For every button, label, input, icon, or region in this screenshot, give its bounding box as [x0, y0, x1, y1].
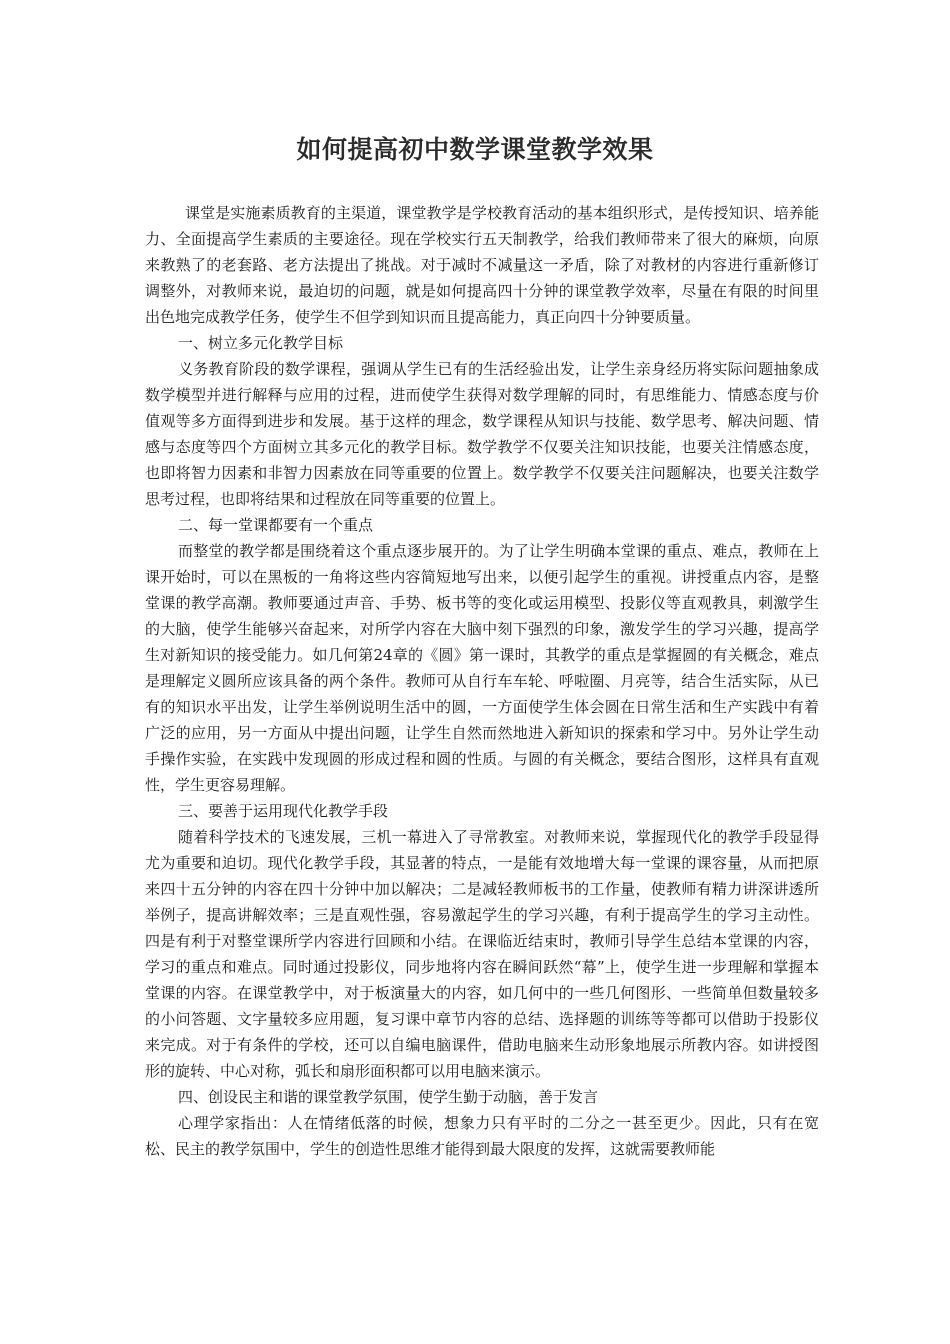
document-title: 如何提高初中数学课堂教学效果	[296, 135, 654, 164]
section-3-paragraph: 随着科学技术的飞速发展，三机一幕进入了寻常教室。对教师来说，掌握现代化的教学手段显得尤为重要和迫切。现代化教学手段，其显著的特点，一是能有效地增大每一堂课的课容量，从而把原来四十五分钟的内容在四十分钟中加以解决；二是减轻教师板书的工作量，使教师有精力讲深讲透所举例子，提高讲解效率；三是直观性强，容易激起学生的学习兴趣，有利于提高学生的学习主动性。四是有利于对整堂课所学内容进行回顾和小结。在课临近结束时，教师引导学生总结本堂课的内容，学习的重点和难点。同时通过投影仪，同步地将内容在瞬间跃然“幕”上，使学生进一步理解和掌握本堂课的内容。在课堂教学中，对于板演量大的内容，如几何中的一些几何图形、一些简单但数量较多的小问答题、文字量较多应用题，复习课中章节内容的总结、选择题的训练等等都可以借助于投影仪来完成。对于有条件的学校，还可以自编电脑课件，借助电脑来生动形象地展示所教内容。如讲授图形的旋转、中心对称，弧长和扇形面积都可以用电脑来演示。	[145, 828, 819, 1080]
section-1-paragraph: 义务教育阶段的数学课程，强调从学生已有的生活经验出发，让学生亲身经历将实际问题抽象成数学模型并进行解释与应用的过程，进而使学生获得对数学理解的同时，有思维能力、情感态度与价值观等多方面得到进步和发展。基于这样的理念，数学课程从知识与技能、数学思考、解决问题、情感与态度等四个方面树立其多元化的教学目标。数学教学不仅要关注知识技能，也要关注情感态度，也即将智力因素和非智力因素放在同等重要的位置上。数学教学不仅要关注问题解决，也要关注数学思考过程，也即将结果和过程放在同等重要的位置上。	[145, 360, 819, 508]
section-heading-4: 四、创设民主和谐的课堂教学氛围，使学生勤于动脑，善于发言	[178, 1088, 599, 1106]
section-heading-2: 二、每一堂课都要有一个重点	[178, 516, 374, 534]
document-body	[145, 200, 819, 1162]
section-4-paragraph: 心理学家指出：人在情绪低落的时候，想象力只有平时的二分之一甚至更少。因此，只有在宽松、民主的教学氛围中，学生的创造性思维才能得到最大限度的发挥，这就需要教师能	[145, 1114, 819, 1158]
intro-paragraph: 课堂是实施素质教育的主渠道，课堂教学是学校教育活动的基本组织形式，是传授知识、培养能力、全面提高学生素质的主要途径。现在学校实行五天制教学，给我们教师带来了很大的麻烦，向原来教熟了的老套路、老方法提出了挑战。对于减时不减量这一矛盾，除了对教材的内容进行重新修订调整外，对教师来说，最迫切的问题，就是如何提高四十分钟的课堂教学效率，尽量在有限的时间里出色地完成教学任务，使学生不但学到知识而且提高能力，真正向四十分钟要质量。	[145, 204, 819, 326]
section-heading-1: 一、树立多元化教学目标	[178, 334, 344, 352]
section-heading-3: 三、要善于运用现代化教学手段	[178, 802, 389, 820]
section-2-paragraph: 而整堂的教学都是围绕着这个重点逐步展开的。为了让学生明确本堂课的重点、难点，教师在上课开始时，可以在黑板的一角将这些内容简短地写出来，以便引起学生的重视。讲授重点内容，是整堂课的教学高潮。教师要通过声音、手势、板书等的变化或运用模型、投影仪等直观教具，刺激学生的大脑，使学生能够兴奋起来，对所学内容在大脑中刻下强烈的印象，激发学生的学习兴趣，提高学生对新知识的接受能力。如几何第24章的《圆》第一课时，其教学的重点是掌握圆的有关概念，难点是理解定义圆所应该具备的两个条件。教师可从自行车车轮、呼啦圈、月亮等，结合生活实际，从已有的知识水平出发，让学生举例说明生活中的圆，一方面使学生体会圆在日常生活和生产实践中有着广泛的应用，另一方面从中提出问题，让学生自然而然地进入新知识的探索和学习中。另外让学生动手操作实验，在实践中发现圆的形成过程和圆的性质。与圆的有关概念，要结合图形，这样具有直观性，学生更容易理解。	[145, 542, 819, 794]
